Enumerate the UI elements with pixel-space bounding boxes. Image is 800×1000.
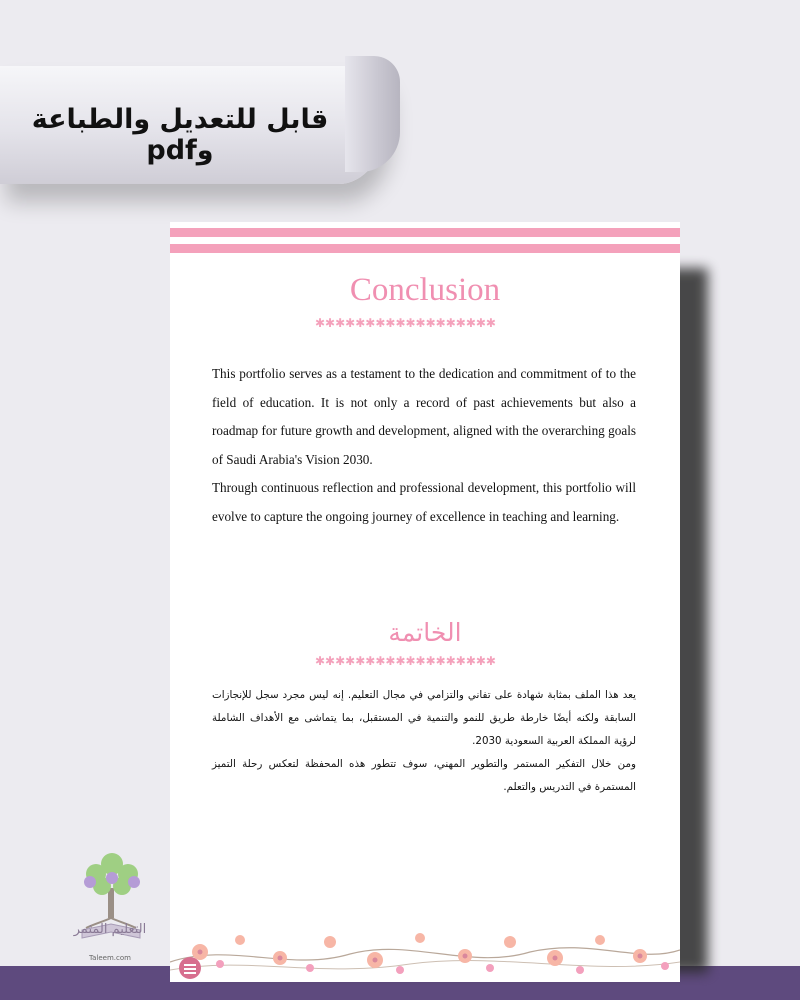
star-divider	[315, 654, 535, 666]
top-stripe-second	[170, 244, 680, 253]
english-paragraph: Through continuous reflection and professional development, this portfolio will evolve to capture the ongoing journey of excellence in teaching and learning.	[212, 480, 636, 524]
arabic-paragraph: ومن خلال التفكير المستمر والتطوير المهني، سوف تتطور هذه المحفظة لتعكس رحلة التميز المستمرة في التدريس والتعلم.	[212, 758, 636, 793]
english-title: Conclusion	[349, 272, 501, 308]
english-body	[212, 360, 636, 531]
svg-text:✱✱✱✱✱✱✱✱✱✱✱✱✱✱✱✱✱✱: ✱✱✱✱✱✱✱✱✱✱✱✱✱✱✱✱✱✱	[315, 654, 496, 666]
logo-domain: Taleem.com	[89, 954, 131, 962]
floral-border-decoration	[170, 912, 680, 982]
arabic-title: الخاتمة	[388, 618, 462, 647]
document-page	[170, 222, 680, 982]
svg-text:✱✱✱✱✱✱✱✱✱✱✱✱✱✱✱✱✱✱: ✱✱✱✱✱✱✱✱✱✱✱✱✱✱✱✱✱✱	[315, 316, 496, 328]
logo-name: التعليم المثمر	[73, 922, 147, 937]
arabic-paragraph: يعد هذا الملف بمثابة شهادة على تفاني والتزامي في مجال التعليم. إنه ليس مجرد سجل للإنجازات السابقة ولكنه أيضًا خارطة طريق للنمو والتنمية في المستقبل، بما يتماشى مع الأهداف الشاملة لرؤية المملكة العربية السعودية 2030.	[212, 689, 636, 747]
taleem-logo-icon	[72, 852, 150, 962]
arabic-body	[212, 684, 636, 799]
star-divider	[315, 316, 535, 328]
top-stripe	[170, 228, 680, 237]
english-paragraph: This portfolio serves as a testament to the dedication and commitment of to the field of education. It is not only a record of past achievements but also a roadmap for future growth and development, aligned with the overarching goals of Saudi Arabia's Vision 2030.	[212, 366, 636, 467]
banner-text: قابل للتعديل والطباعة وpdf	[31, 104, 329, 166]
